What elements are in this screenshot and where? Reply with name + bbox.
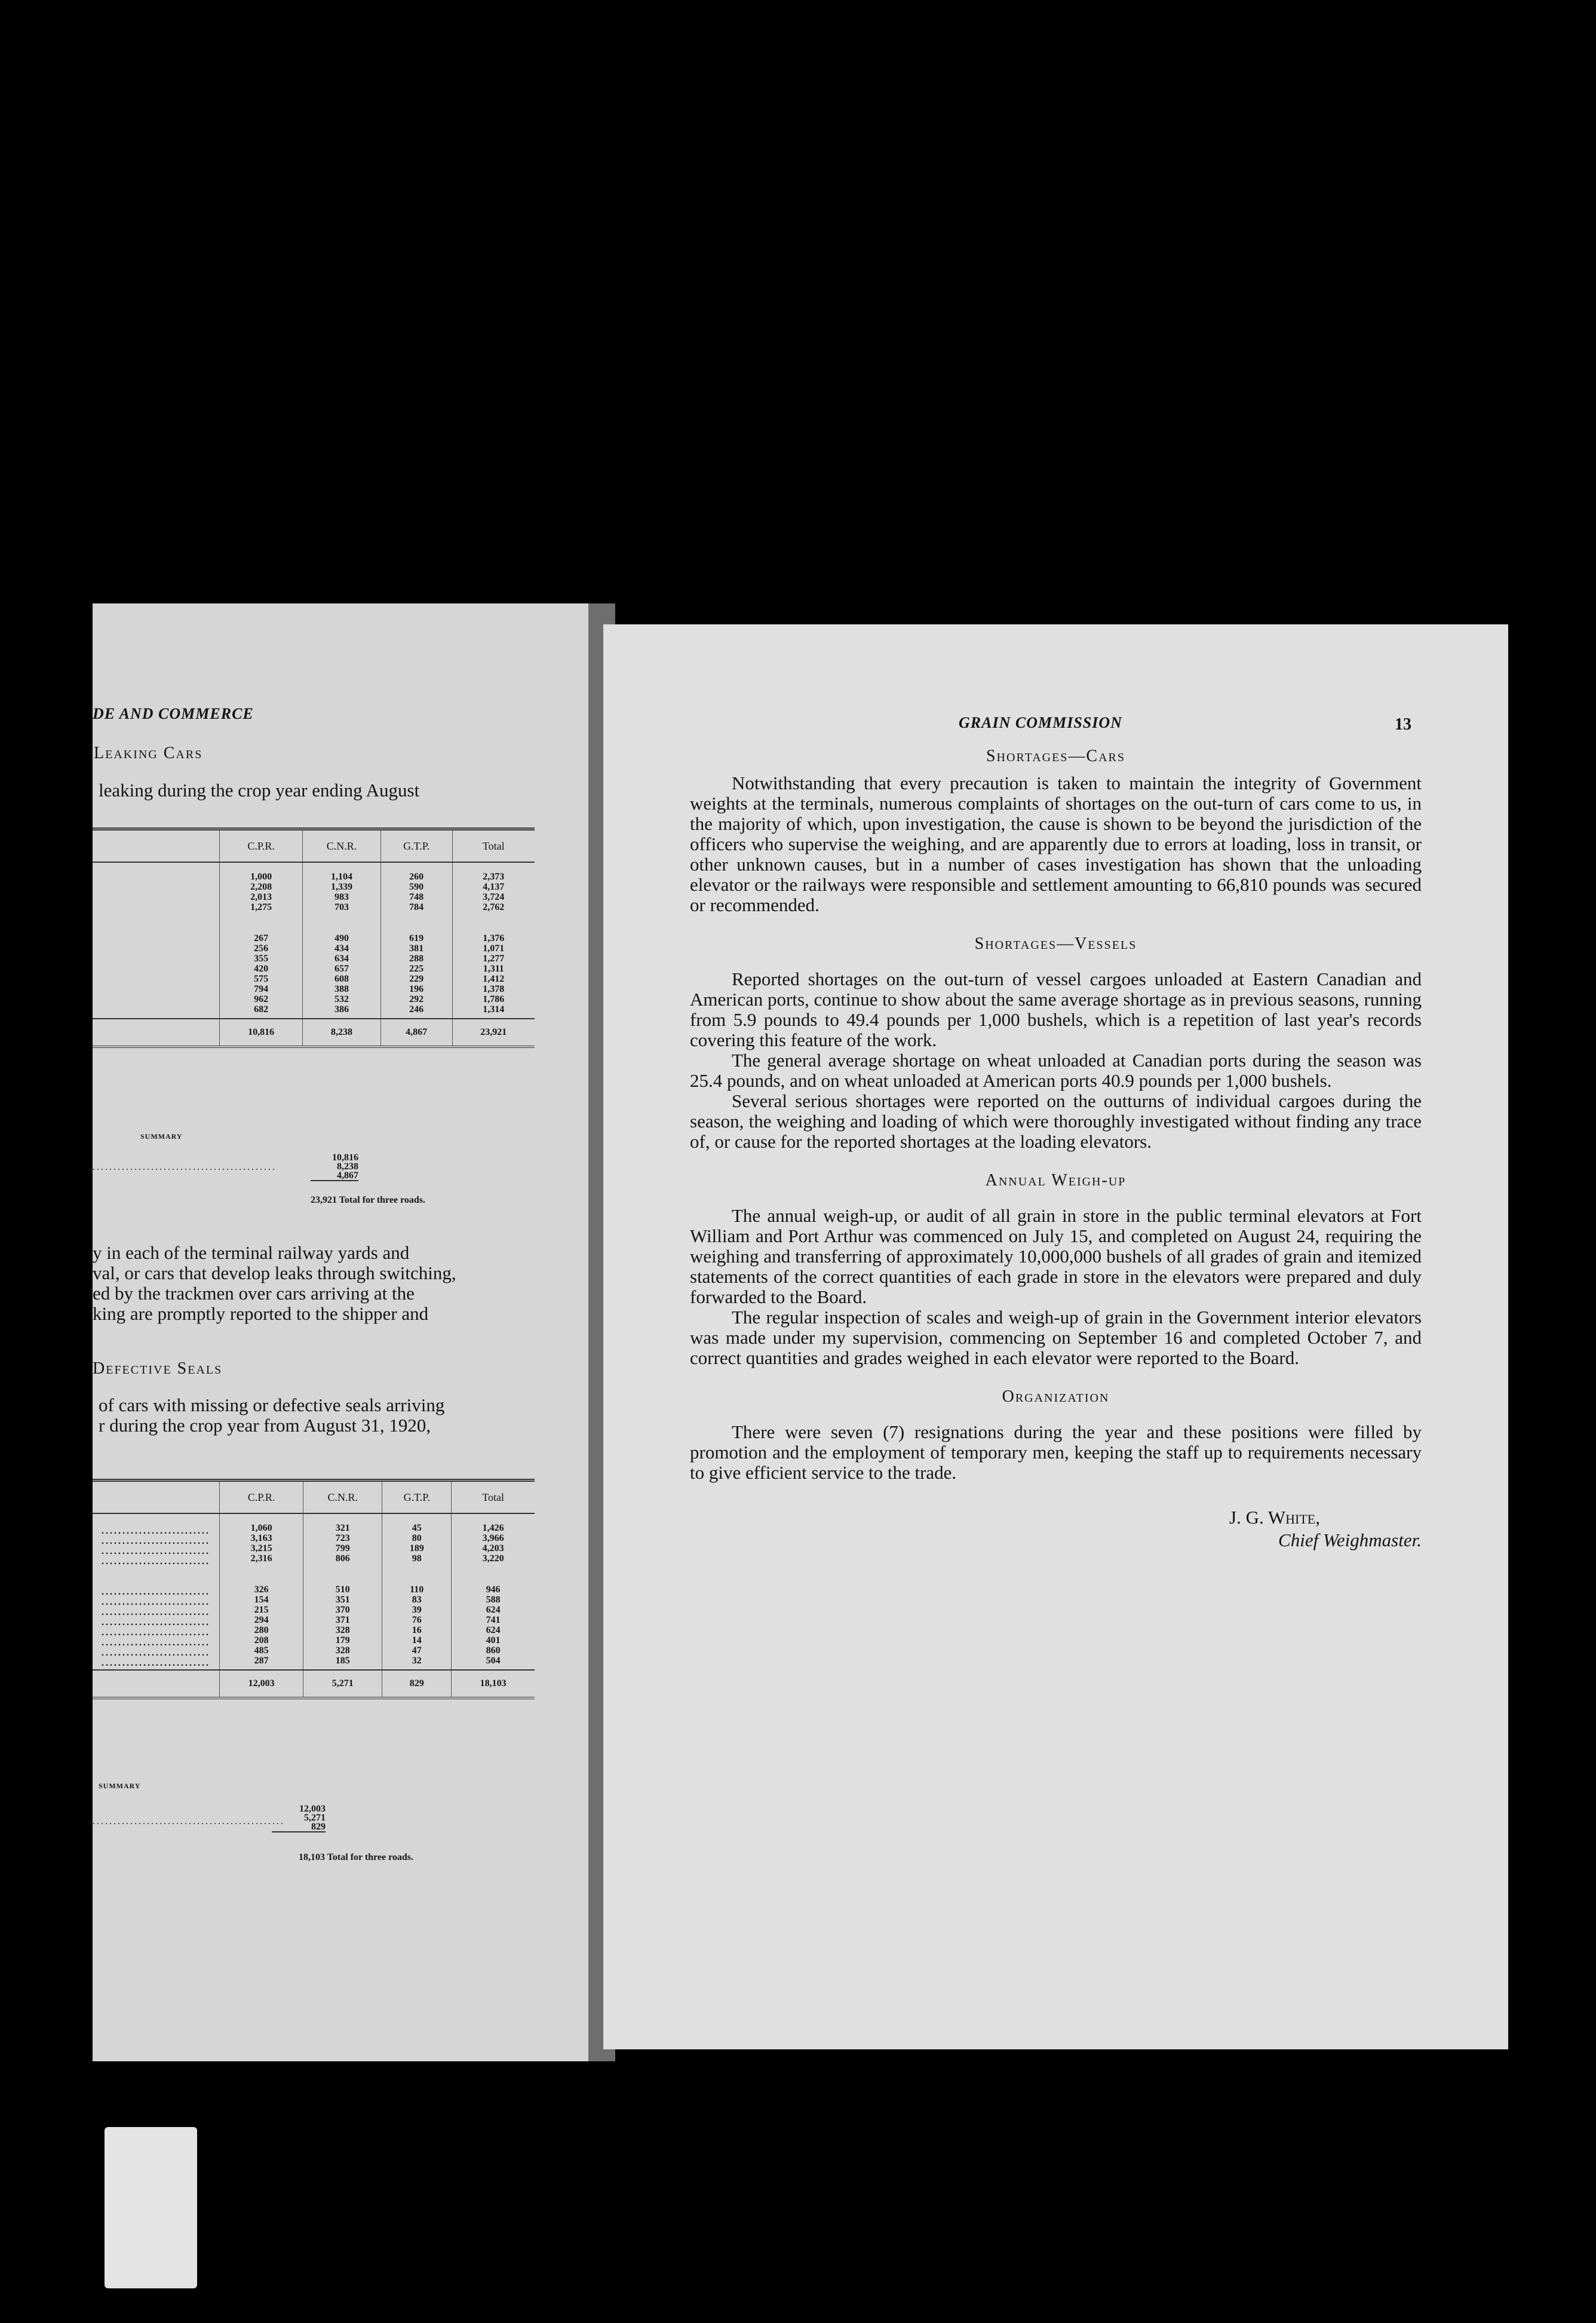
left-running-head: DE AND COMMERCE xyxy=(93,705,254,722)
total-cell: 2,373 4,137 3,724 2,762 1,376 1,071 1,277 1,311 1,412 1,378 1,786 1,314 xyxy=(452,862,535,1019)
defective-seals-intro: of cars with missing or defective seals arriving r during the crop year from August 31, 1920, xyxy=(99,1395,445,1436)
defective-seals-table: C.P.R. C.N.R. G.T.P. Total .......................... .......................... .......................... .......................... .......................... .......................... .......................... .......................... .......................... .......................... .......................... .......................... 1,060 3,163 3,215 2,316 326 154 215 294 280 208 485 287 321 723 799 806 510 351 370 371 328 179 328 185 45 80 189 98 110 83 39 76 16 14 47 32 1,426 3,966 4,203 3,220 946 588 624 741 624 401 860 504 12,003 5,271 829 18,103 xyxy=(93,1479,535,1699)
col-cpr: C.P.R. xyxy=(220,829,303,863)
gtp-cell: 260 590 748 784 619 381 288 225 229 196 292 246 xyxy=(380,862,452,1019)
main-text xyxy=(690,747,1422,1552)
totals-row: 10,816 8,238 4,867 23,921 xyxy=(93,1019,535,1047)
section-title-organization: Organization xyxy=(1002,1387,1110,1406)
film-card xyxy=(105,2127,197,2288)
cpr-cell: 1,000 2,208 2,013 1,275 267 256 355 420 575 794 962 682 xyxy=(220,862,303,1019)
totals-row: 12,003 5,271 829 18,103 xyxy=(93,1670,535,1698)
table-row xyxy=(93,862,535,1019)
section-body: The annual weigh-up, or audit of all grain in store in the public terminal elevators at Fort William and Port Arthur was commenced on July 15, and completed on August 24, requiring the weighing and transferring of approximately 10,000,000 bushels of all grades of grain and itemized statements of the correct quantities of each grade in store in the elevators were prepared and duly forwarded to the Board. The regular inspection of scales and weigh-up of grain in the Government interior elevators was made under my supervision, commencing on September 16 and completed October 7, and correct quantities and grades weighed in each elevator were reported to the Board. xyxy=(690,1205,1422,1368)
signature-title: Chief Weighmaster. xyxy=(1278,1530,1422,1550)
leaking-cars-intro: leaking during the crop year ending August xyxy=(99,780,420,801)
summary-total: 23,921 Total for three roads. xyxy=(311,1195,426,1205)
leaking-cars-title: Leaking Cars xyxy=(94,744,203,762)
left-page xyxy=(93,603,600,2061)
section-body: Reported shortages on the out-turn of vessel cargoes unloaded at Eastern Canadian and American ports, continue to show about the same average shortage as in previous seasons, running from 5.9 pounds to 49.4 pounds per 1,000 bushels, which is a repetition of last year's records covering this feature of the work. The general average shortage on wheat unloaded at Canadian ports during the season was 25.4 pounds, and on wheat unloaded at American ports 40.9 pounds per 1,000 bushels. Several serious shortages were reported on the outturns of individual cargoes during the season, the weighing and loading of which were thoroughly investigated without finding any trace of, or cause for the reported shortages at the loading elevators. xyxy=(690,969,1422,1152)
leader-dots: .............................................. xyxy=(93,1816,285,1826)
summary-label: SUMMARY xyxy=(99,1782,141,1790)
table-row: .......................... .......................... .......................... .......................... .......................... .......................... .......................... .......................... .......................... .......................... .......................... .......................... 1,060 3,163 3,215 2,316 326 154 215 294 280 208 485 287 321 723 799 806 510 351 370 371 328 179 328 185 45 80 189 98 110 83 39 76 16 14 47 32 1,426 3,966 4,203 3,220 946 588 624 741 624 401 860 504 xyxy=(93,1513,535,1670)
right-page xyxy=(603,624,1508,2049)
cnr-cell: 1,104 1,339 983 703 490 434 634 657 608 388 532 386 xyxy=(303,862,381,1019)
col-gtp: G.T.P. xyxy=(380,829,452,863)
col-total: Total xyxy=(452,829,535,863)
leader-dots: ............................................ xyxy=(93,1162,277,1172)
summary-values: 10,816 8,238 4,867 xyxy=(311,1153,358,1181)
right-running-head: GRAIN COMMISSION xyxy=(959,714,1122,731)
section-title-shortages-cars: Shortages—Cars xyxy=(986,747,1126,765)
summary-values: 12,003 5,271 829 xyxy=(272,1804,326,1832)
summary-total: 18,103 Total for three roads. xyxy=(299,1852,414,1862)
defective-seals-title: Defective Seals xyxy=(93,1359,223,1378)
section-title-annual-weigh-up: Annual Weigh-up xyxy=(985,1171,1127,1190)
page-number: 13 xyxy=(1395,715,1411,734)
section-body: Notwithstanding that every precaution is taken to maintain the integrity of Government weights at the terminals, numerous complaints of shortages on the out-turn of cars come to us, in the majority of which, upon investigation, the cause is shown to be beyond the jurisdiction of the officers who supervise the weighing, and are apparently due to errors at loading, loss in transit, or other unknown causes, but in a number of cases investigation has shown that the unloading elevator or the railways were responsible and settlement amounting to 66,810 pounds was secured or recommended. xyxy=(690,773,1422,915)
middle-paragraph: y in each of the terminal railway yards and val, or cars that develop leaks through switching, ed by the trackmen over cars arriving at the king are promptly reported to the shipper and xyxy=(93,1242,456,1324)
section-title-shortages-vessels: Shortages—Vessels xyxy=(974,934,1137,953)
section-body: There were seven (7) resignations during the year and these positions were filled by promotion and the employment of temporary men, keeping the staff up to requirements necessary to give efficient service to the trade. xyxy=(690,1421,1422,1483)
leaking-cars-table xyxy=(93,828,535,1048)
col-cnr: C.N.R. xyxy=(303,829,381,863)
signature-name: J. G. White, xyxy=(1229,1507,1320,1528)
summary-label: SUMMARY xyxy=(140,1132,183,1141)
